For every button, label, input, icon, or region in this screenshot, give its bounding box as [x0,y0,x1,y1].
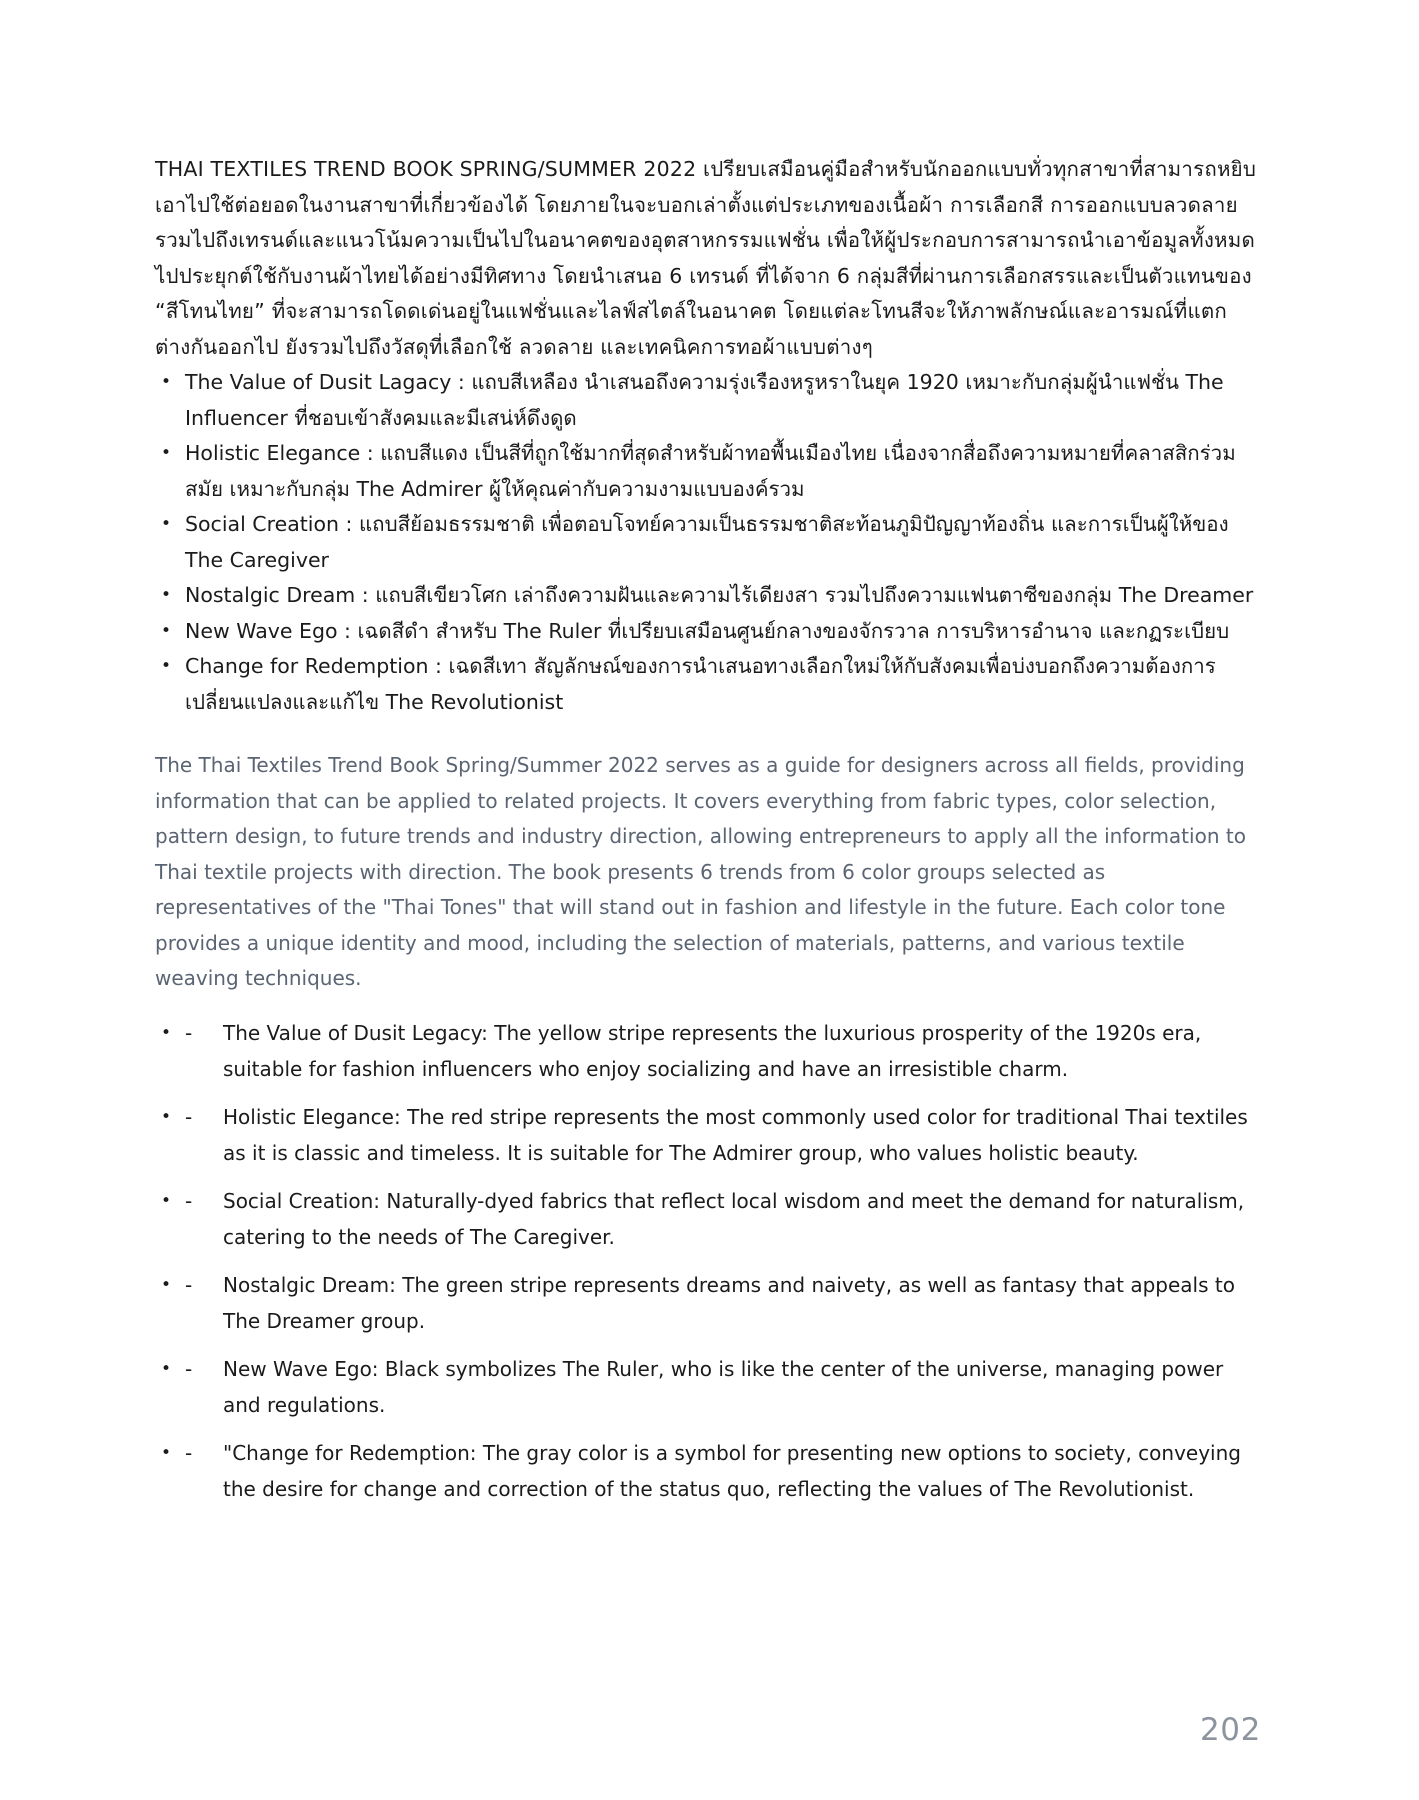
bullet-dash: • - [185,1356,193,1381]
thai-intro-block [155,152,1259,365]
english-bullet-item [155,1351,1259,1423]
english-bullet-text: Social Creation: Naturally-dyed fabrics that reflect local wisdom and meet the demand for naturalism, catering to the needs of The Caregiver. [223,1188,1245,1249]
english-bullet-text: New Wave Ego: Black symbolizes The Ruler, who is like the center of the universe, managing power and regulations. [223,1356,1224,1417]
english-bullet-item [155,1435,1259,1507]
thai-bullet-item: • Change for Redemption : เฉดสีเทา สัญลักษณ์ของการนำเสนอทางเลือกใหม่ให้กับสังคมเพื่อบ่งบอกถึงความต้องการเปลี่ยนแปลงและแก้ไข The Revolutionist [155,649,1259,720]
bullet-dash: • - [185,1272,193,1297]
english-bullet-text: Holistic Elegance: The red stripe represents the most commonly used color for traditional Thai textiles as it is classic and timeless. It is suitable for The Admirer group, who values holistic beauty. [223,1104,1248,1165]
english-bullet-text: Nostalgic Dream: The green stripe represents dreams and naivety, as well as fantasy that appeals to The Dreamer group. [223,1272,1235,1333]
english-summary-paragraph: The Thai Textiles Trend Book Spring/Summer 2022 serves as a guide for designers across all fields, providing information that can be applied to related projects. It covers everything from fabric types, color selection, pattern design, to future trends and industry direction, allowing entrepreneurs to apply all the information to Thai textile projects with direction. The book presents 6 trends from 6 color groups selected as representatives of the "Thai Tones" that will stand out in fashion and lifestyle in the future. Each color tone provides a unique identity and mood, including the selection of materials, patterns, and various textile weaving techniques. [155,753,1246,990]
english-bullet-item [155,1267,1259,1339]
bullet-dash: • - [185,1104,193,1129]
english-bullet-item [155,1015,1259,1087]
thai-bullet-item: • Social Creation : แถบสีย้อมธรรมชาติ เพื่อตอบโจทย์ความเป็นธรรมชาติสะท้อนภูมิปัญญาท้องถิ่น และการเป็นผู้ให้ของ The Caregiver [155,507,1259,578]
english-bullet-item [155,1099,1259,1171]
english-bullet-text: The Value of Dusit Legacy: The yellow stripe represents the luxurious prosperity of the 1920s era, suitable for fashion influencers who enjoy socializing and have an irresistible charm. [223,1020,1202,1081]
bullet-dash: • - [185,1188,193,1213]
bullet-dash: • - [185,1020,193,1045]
thai-bullet-item: • Holistic Elegance : แถบสีแดง เป็นสีที่ถูกใช้มากที่สุดสำหรับผ้าทอพื้นเมืองไทย เนื่องจากสื่อถึงความหมายที่คลาสสิกร่วมสมัย เหมาะกับกลุ่ม The Admirer ผู้ให้คุณค่ากับความงามแบบองค์รวม [155,436,1259,507]
english-bullet-list [155,997,1259,1507]
english-bullet-text: "Change for Redemption: The gray color is a symbol for presenting new options to society, conveying the desire for change and correction of the status quo, reflecting the values of The Revolutionist. [223,1440,1241,1501]
thai-bullet-item: • New Wave Ego : เฉดสีดำ สำหรับ The Ruler ที่เปรียบเสมือนศูนย์กลางของจักรวาล การบริหารอำนาจ และกฏระเบียบ [155,614,1259,650]
thai-bullet-list [155,365,1259,720]
thai-bullet-item: • The Value of Dusit Lagacy : แถบสีเหลือง นำเสนอถึงความรุ่งเรืองหรูหราในยุค 1920 เหมาะกับกลุ่มผู้นำแฟชั่น The Influencer ที่ชอบเข้าสังคมและมีเสน่ห์ดึงดูด [155,365,1259,436]
page-number: 202 [1199,1712,1261,1748]
bullet-dash: • - [185,1440,193,1465]
thai-intro-paragraph: THAI TEXTILES TREND BOOK SPRING/SUMMER 2022 เปรียบเสมือนคู่มือสำหรับนักออกแบบทั่วทุกสาขาที่สามารถหยิบเอาไปใช้ต่อยอดในงานสาขาที่เกี่ยวข้องได้ โดยภายในจะบอกเล่าตั้งแต่ประเภทของเนื้อผ้า การเลือกสี การออกแบบลวดลาย รวมไปถึงเทรนด์และแนวโน้มความเป็นไปในอนาคตของอุตสาหกรรมแฟชั่น เพื่อให้ผู้ประกอบการสามารถนำเอาข้อมูลทั้งหมดไปประยุกต์ใช้กับงานผ้าไทยได้อย่างมีทิศทาง โดยนำเสนอ 6 เทรนด์ ที่ได้จาก 6 กลุ่มสีที่ผ่านการเลือกสรรและเป็นตัวแทนของ “สีโทนไทย” ที่จะสามารถโดดเด่นอยู่ในแฟชั่นและไลฟ์สไตล์ในอนาคต โดยแต่ละโทนสีจะให้ภาพลักษณ์และอารมณ์ที่แตกต่างกันออกไป ยังรวมไปถึงวัสดุที่เลือกใช้ ลวดลาย และเทคนิคการทอผ้าแบบต่างๆ [155,157,1257,359]
english-bullet-item [155,1183,1259,1255]
thai-bullet-item: • Nostalgic Dream : แถบสีเขียวโศก เล่าถึงความฝันและความไร้เดียงสา รวมไปถึงความแฟนตาซีของกลุ่ม The Dreamer [155,578,1259,614]
